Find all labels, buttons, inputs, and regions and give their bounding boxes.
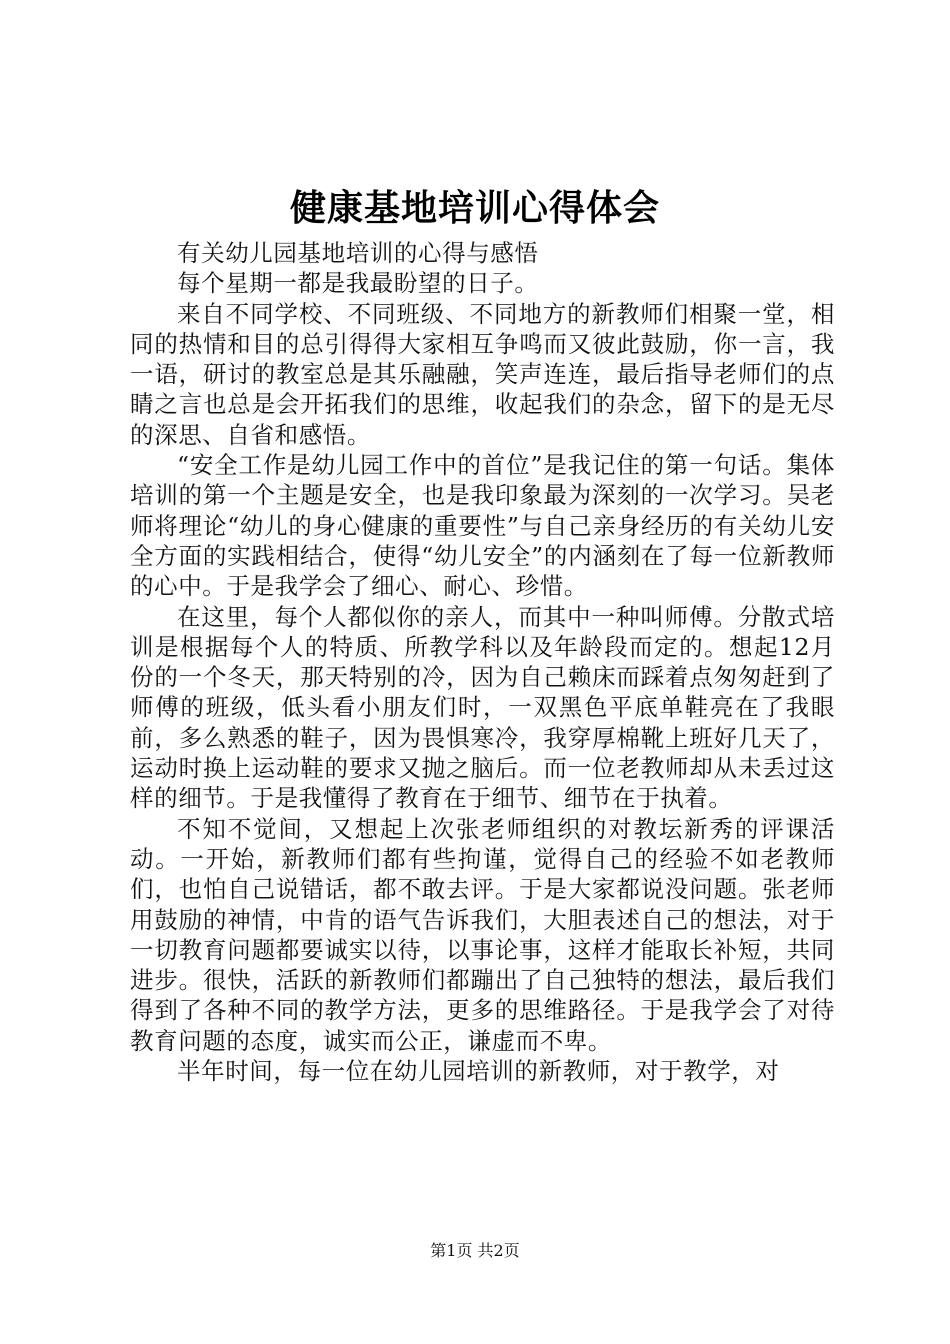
paragraph-gathering: 来自不同学校、不同班级、不同地方的新教师们相聚一堂，相同的热情和目的总引得得大家相互争鸣而又彼此鼓励，你一言，我一语，研讨的教室总是其乐融融，笑声连连，最后指导老师们的点睛之言也总是会开拓我们的思维，收起我们的杂念，留下的是无尽的深思、自省和感悟。 [130,299,835,449]
paragraph-intro: 每个星期一都是我最盼望的日子。 [177,269,539,298]
paragraph-closing: 半年时间，每一位在幼儿园培训的新教师，对于教学，对 [177,1057,780,1086]
document-title: 健康基地培训心得体会 [289,187,660,229]
paragraph-evaluation: 不知不觉间，又想起上次张老师组织的对教坛新秀的评课活动。一开始，新教师们都有些拘谨，觉得自己的经验不如老教师们，也怕自己说错话，都不敢去评。于是大家都说没问题。张老师用鼓励的神情，中肯的语气告诉我们，大胆表述自己的想法，对于一切教育问题都要诚实以待，以事论事，这样才能取长补短，共同进步。很快，活跃的新教师们都蹦出了自己独特的想法，最后我们得到了各种不同的教学方法，更多的思维路径。于是我学会了对待教育问题的态度，诚实而公正，谦虚而不卑。 [130,814,835,1055]
document-body [130,238,835,1086]
paragraph-mentor: 在这里，每个人都似你的亲人，而其中一种叫师傅。分散式培训是根据每个人的特质、所教学科以及年龄段而定的。想起12月份的一个冬天，那天特别的冷，因为自己赖床而踩着点匆匆赶到了师傅的班级，低头看小朋友们时，一双黑色平底单鞋亮在了我眼前，多么熟悉的鞋子，因为畏惧寒冷，我穿厚棉靴上班好几天了，运动时换上运动鞋的要求又抛之脑后。而一位老教师却从未丢过这样的细节。于是我懂得了教育在于细节、细节在于执着。 [130,602,835,813]
paragraph-subtitle: 有关幼儿园基地培训的心得与感悟 [177,239,539,267]
page-footer: 第1页 共2页 [430,1241,520,1260]
paragraph-safety: “安全工作是幼儿园工作中的首位”是我记住的第一句话。集体培训的第一个主题是安全，也是我印象最为深刻的一次学习。吴老师将理论“幼儿的身心健康的重要性”与自己亲身经历的有关幼儿安全方面的实践相结合，使得“幼儿安全”的内涵刻在了每一位新教师的心中。于是我学会了细心、耐心、珍惜。 [130,451,835,601]
